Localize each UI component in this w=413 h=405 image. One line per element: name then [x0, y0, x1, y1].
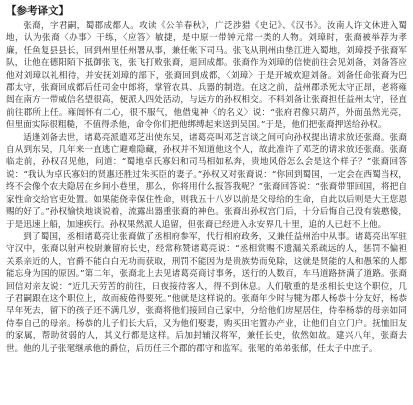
- paragraph-3: 到了蜀国，丞相诸葛亮让张裔做了丞相府参军，代行相府政务，又兼任益州治中从事。诸葛亮出军驻守汉中，张裔以射声校尉兼留府长史，经常称赞诸葛亮说：“丞相赏赐不遗漏关系疏远的人，惩罚不偏袒关系亲近的人，官爵不能白白无功而获取，刑罚不能因为是贵族势而免除，这就是贤能的人和愚笨的人都能忘身为国的原因。”第二年，张裔北上去见诸葛亮商讨事务，送行的人数百，车马道路挤满了道路。张裔回信对亲友说：“近几天劳苦的前往，日夜接待客人，得不到休息。人们敬重的是丞相长史这个职位，几子君嗣跟在这个职位上，故而疲倦得要死。”他就是这样说的。张裔年少时与犍为郡人杨恭十分友好，杨恭早年死去，留下的孩子还不满几岁，张裔将他们接回自己家中，分给他们房屋居住，侍奉杨恭的母亲如同侍奉自己的母亲。杨恭的儿子们长大后，又为他们娶妻，购买田宅置办产业，让他们自立门户。抚恤旧友的家属，帮助贫弱的人，其义行都是这样。后加封辅汉将军，兼任长史，依然如故。建兴八年，张裔去世。他的儿子张毣继承他的爵位，后历任三个郡的郡守和监军。张毣的弟弟张郁，任太子中庶子。: [6, 231, 407, 354]
- section-heading: 【参考译文】: [6, 5, 69, 17]
- paragraph-2: 适逢刘备去世，诸葛亮派遣邓芝出使东吴，诸葛亮叫邓芝言谈之间可向孙权提出请求放还张裔。张裔自从到东吴，几年来一直逃亡避难隐藏，孙权并不知道他这个人，故此准许了邓芝的请求放还张裔。张裔临走前，孙权召见他，问道：“蜀地卓氏寡妇和司马相如私奔，贵地风俗怎么会是这个样子？”张裔回答说：“我认为卓氏寡妇的贤惠还胜过朱买臣的妻子。”孙权又对张裔说：“你回到蜀国，一定会在西蜀当权，终不会像个农夫隐居在乡间小巷里，那么，你将用什么报答我呢？”张裔回答说：“张裔带罪回国，将把自家性命交给官吏处置。如果能侥幸保住性命，则我五十八岁以前是父母给的生命，自此以后则是大王您恩赐的好了。”孙权愉快地谈说着，流露出器重张裔的神色。张裔出孙权宫门后，十分后悔自己没有装憨傻，于是迅速上船，加速疾行。孙权果然派人追留，但张裔已经进入永安界几十里，追的人已赶不上他。: [6, 132, 407, 230]
- paragraph-1: 张裔，字君嗣，蜀郡成都人。攻读《公羊春秋》，广泛涉猎《史记》、《汉书》。汝南人许文休进入蜀地，认为张裔〈办事〉干练，〈应答〉敏捷，是中原一带钟元常一类的人物。刘璋时，张裔被举荐为孝廉，任鱼复县县长，回到州里任州署从事，兼任帐下司马。张飞从荆州由垫江进入蜀地，刘璋授予张裔军队，让他在德阳陌下抵御张飞，张飞打败张裔，退回成都。张裔作为刘璋的信使前往会见刘备，刘备答应他对刘璋以礼相待，并安抚刘璋的部下，张裔回到成都，〈刘璋〉于是开城欢迎刘备。刘备任命张裔为巴郡太守，张裔回成都后任司金中郎将，掌管农具、兵器的制造。在这之前，益州郡杀死太守正昂，老将雍闿在南方一带威信名望很高，便派人四处活动，与远方的孙权相交。不料刘备让张裔担任益州太守，径直前往郡所上任。雍闿怀有二心，很不服气，他借鬼神〈的名义〉说：“张府君像只葫芦，外面虽然光亮，但里面实际很粗糙，不值得杀他，命令你们把他绑缚起来送到吴国。”于是，他们把张裔押送给孙权。: [6, 21, 407, 131]
